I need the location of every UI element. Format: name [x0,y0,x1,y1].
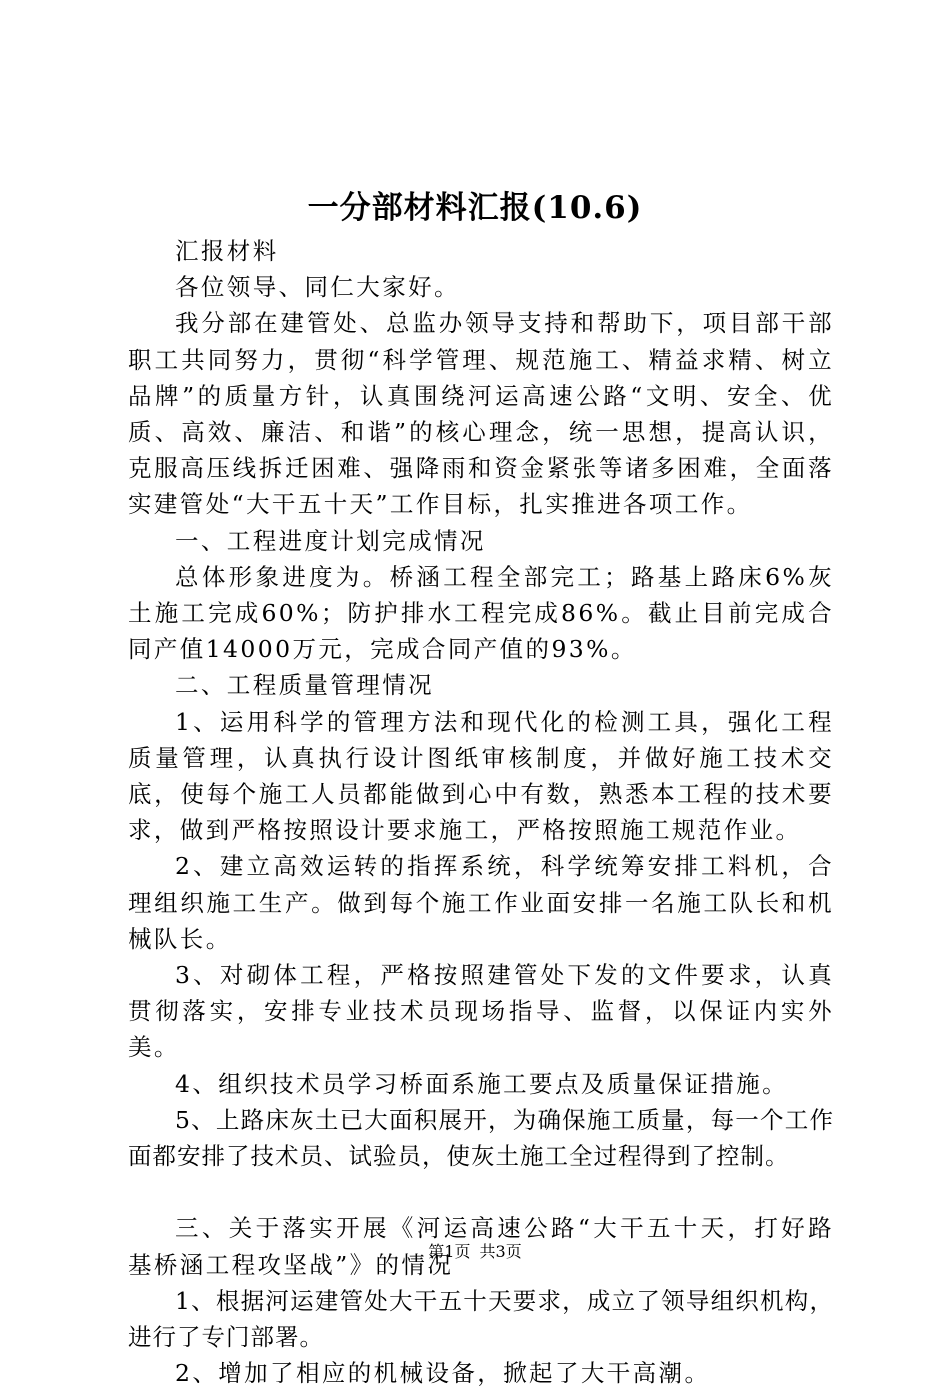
paragraph-quality-item-2: 2、建立高效运转的指挥系统，科学统筹安排工料机，合理组织施工生产。做到每个施工作业面安排一名施工队长和机械队长。 [128,852,834,953]
paragraph-quality-item-5: 5、上路床灰土已大面积展开，为确保施工质量，每一个工作面都安排了技术员、试验员，使灰土施工全过程得到了控制。 [128,1105,834,1171]
paragraph-heading-report: 汇报材料 [175,237,279,265]
document-body [128,233,834,1391]
blank-line [128,1174,834,1210]
paragraph-intro: 我分部在建管处、总监办领导支持和帮助下，项目部干部职工共同努力，贯彻“科学管理、规范施工、精益求精、树立品牌”的质量方针，认真围绕河运高速公路“文明、安全、优质、高效、廉洁、和谐”的核心理念，统一思想，提高认识，克服高压线拆迁困难、强降雨和资金紧张等诸多困难，全面落实建管处“大干五十天”工作目标，扎实推进各项工作。 [128,309,834,519]
document-title: 一分部材料汇报(10.6) [307,190,643,226]
paragraph-greeting: 各位领导、同仁大家好。 [175,273,460,302]
section-heading-campaign: 三、关于落实开展《河运高速公路“大干五十天，打好路基桥涵工程攻坚战”》的情况 [128,1214,834,1279]
section-heading-progress: 一、工程进度计划完成情况 [175,526,486,555]
section-heading-quality: 二、工程质量管理情况 [175,671,434,700]
paragraph-quality-item-1: 1、运用科学的管理方法和现代化的检测工具，强化工程质量管理，认真执行设计图纸审核制度，并做好施工技术交底，使每个施工人员都能做到心中有数，熟悉本工程的技术要求，做到严格按照设计要求施工，严格按照施工规范作业。 [128,707,834,845]
paragraph-progress: 总体形象进度为。桥涵工程全部完工；路基上路床6%灰土施工完成60%；防护排水工程完成86%。截止目前完成合同产值14000万元，完成合同产值的93%。 [128,562,834,664]
paragraph-campaign-item-2: 2、增加了相应的机械设备，掀起了大干高潮。 [175,1359,711,1388]
paragraph-quality-item-4: 4、组织技术员学习桥面系施工要点及质量保证措施。 [175,1069,789,1098]
paragraph-quality-item-3: 3、对砌体工程，严格按照建管处下发的文件要求，认真贯彻落实，安排专业技术员现场指导、监督，以保证内实外美。 [128,961,834,1062]
page-number-footer: 第1页 共3页 [428,1242,522,1261]
paragraph-campaign-item-1: 1、根据河运建管处大干五十天要求，成立了领导组织机构，进行了专门部署。 [128,1286,834,1352]
